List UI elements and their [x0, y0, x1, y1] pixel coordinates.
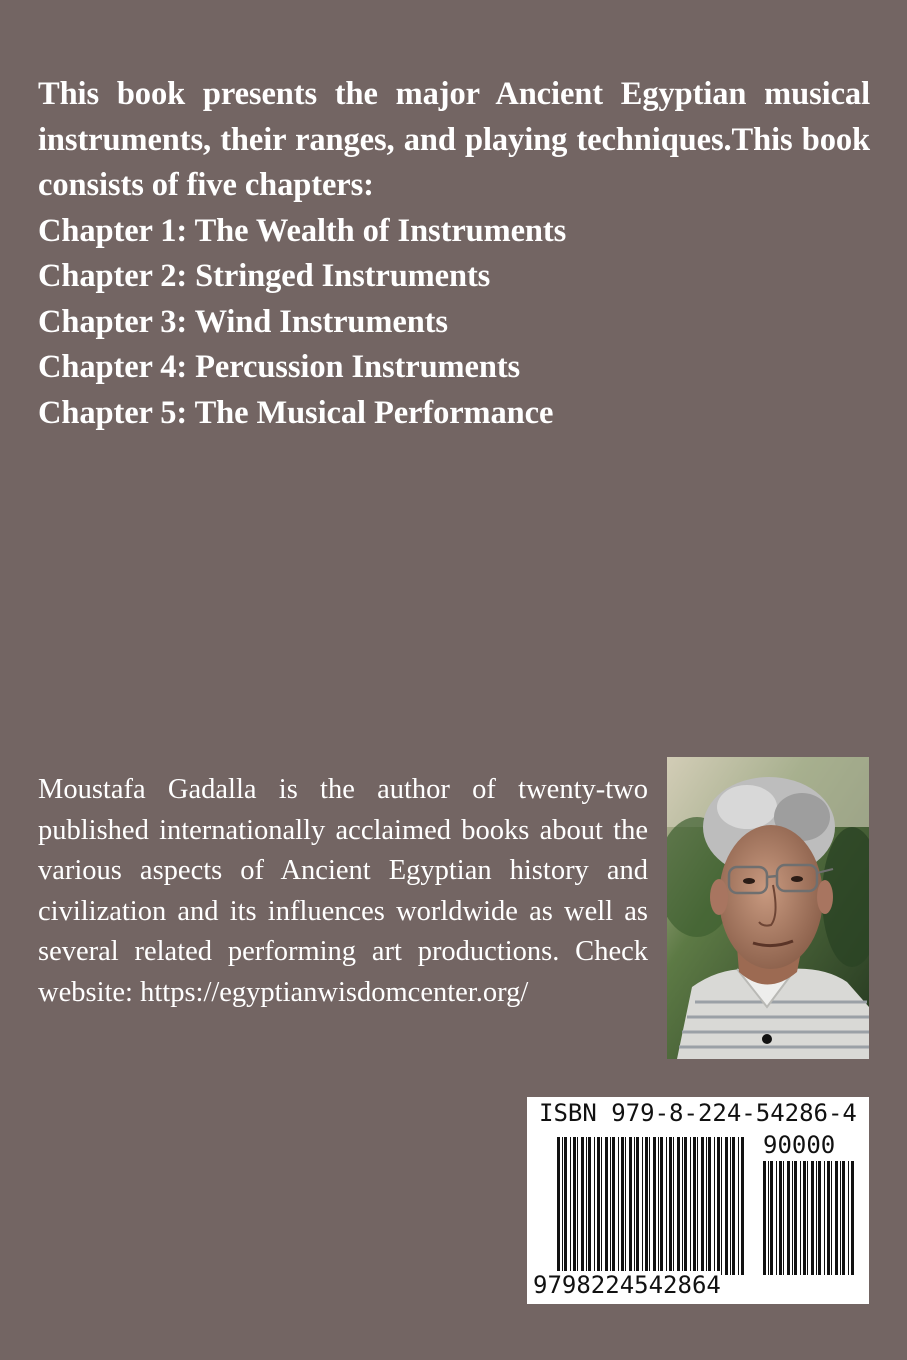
- barcode-bar: [690, 1137, 691, 1275]
- barcode-bar: [831, 1161, 832, 1275]
- barcode-bar: [660, 1137, 663, 1275]
- barcode-bar: [645, 1137, 648, 1275]
- barcode-bar: [562, 1137, 563, 1275]
- barcode-bar: [625, 1137, 626, 1275]
- author-photo: [667, 757, 869, 1059]
- barcode-bar: [800, 1161, 801, 1275]
- barcode-bar: [610, 1137, 611, 1275]
- barcode-bar: [634, 1137, 635, 1275]
- chapter-2: Chapter 2: Stringed Instruments: [38, 258, 491, 294]
- barcode-bar: [783, 1161, 784, 1275]
- barcode-bar: [629, 1137, 632, 1275]
- barcode-bar: [730, 1137, 731, 1275]
- barcode-bar: [732, 1137, 735, 1275]
- barcode-bar: [706, 1137, 707, 1275]
- barcode-bar: [666, 1137, 667, 1275]
- barcode-bar: [708, 1137, 711, 1275]
- barcode-bar: [779, 1161, 782, 1275]
- barcode-bar: [824, 1161, 825, 1275]
- chapter-3: Chapter 3: Wind Instruments: [38, 303, 448, 340]
- chapter-4: Chapter 4: Percussion Instruments: [38, 349, 521, 385]
- blurb-intro: This book presents the major Ancient Egyptian musical instruments, their ranges, and playing techniques.This book consists of five chapters:: [38, 76, 870, 203]
- barcode-bar: [811, 1161, 814, 1275]
- barcode-bar: [605, 1137, 608, 1275]
- barcode-bar: [848, 1161, 849, 1275]
- barcode-bar: [721, 1137, 722, 1275]
- barcode-bar: [636, 1137, 639, 1275]
- back-cover-blurb: [38, 72, 870, 436]
- barcode-bar: [564, 1137, 567, 1275]
- chapter-5: Chapter 5: The Musical Performance: [38, 394, 554, 431]
- barcode-bar: [840, 1161, 841, 1275]
- barcode-bar: [581, 1137, 584, 1275]
- barcode-bar: [803, 1161, 806, 1275]
- barcode-bar: [763, 1161, 766, 1275]
- barcode-bar: [792, 1161, 793, 1275]
- barcode-bar: [588, 1137, 591, 1275]
- barcode-bar: [612, 1137, 615, 1275]
- isbn-label: ISBN 979-8-224-54286-4: [539, 1099, 857, 1127]
- barcode-bar: [573, 1137, 576, 1275]
- barcode-bar: [597, 1137, 600, 1275]
- barcode-bar: [682, 1137, 683, 1275]
- barcode-bar: [842, 1161, 845, 1275]
- barcode-bar: [835, 1161, 838, 1275]
- barcode-bar: [621, 1137, 624, 1275]
- barcode-bar: [714, 1137, 715, 1275]
- barcode-bar: [827, 1161, 830, 1275]
- barcode-bar: [653, 1137, 656, 1275]
- barcode-bar: [601, 1137, 602, 1275]
- barcode-bar: [776, 1161, 777, 1275]
- barcode-bar: [770, 1161, 773, 1275]
- barcode-bar: [807, 1161, 808, 1275]
- barcode-bar: [586, 1137, 587, 1275]
- isbn-barcode: [527, 1097, 869, 1304]
- barcode-bar: [717, 1137, 720, 1275]
- barcode-bar: [818, 1161, 821, 1275]
- barcode-bar: [768, 1161, 769, 1275]
- barcode-bar: [787, 1161, 790, 1275]
- barcode-bar: [697, 1137, 698, 1275]
- chapter-1: Chapter 1: The Wealth of Instruments: [38, 212, 567, 249]
- price-code: 90000: [763, 1131, 836, 1159]
- barcode-bar: [851, 1161, 854, 1275]
- barcode-bar: [693, 1137, 696, 1275]
- barcode-bar: [738, 1137, 739, 1275]
- barcode-bar: [816, 1161, 817, 1275]
- ean-digits: 9798224542864: [533, 1271, 721, 1299]
- barcode-bar: [594, 1137, 595, 1275]
- barcode-bar: [684, 1137, 687, 1275]
- barcode-bar: [618, 1137, 619, 1275]
- author-bio: Moustafa Gadalla is the author of twenty-two published internationally acclaimed books about the various aspects of Ancient Egyptian history and civilization and its influences worldwide as well as several related performing art productions. Check website: https://egyptianwisdomcenter.org/: [38, 774, 648, 1008]
- barcode-bar: [673, 1137, 674, 1275]
- barcode-bar: [725, 1137, 728, 1275]
- barcode-bar: [701, 1137, 704, 1275]
- barcode-bar: [570, 1137, 571, 1275]
- barcode-bar: [741, 1137, 744, 1275]
- barcode-bar: [794, 1161, 797, 1275]
- barcode-bar: [649, 1137, 650, 1275]
- author-portrait-image: [667, 757, 869, 1059]
- barcode-bar: [677, 1137, 680, 1275]
- barcode-bar: [642, 1137, 643, 1275]
- barcode-bar: [577, 1137, 578, 1275]
- barcode-bar: [669, 1137, 672, 1275]
- barcode-bar: [557, 1137, 560, 1275]
- barcode-bar: [658, 1137, 659, 1275]
